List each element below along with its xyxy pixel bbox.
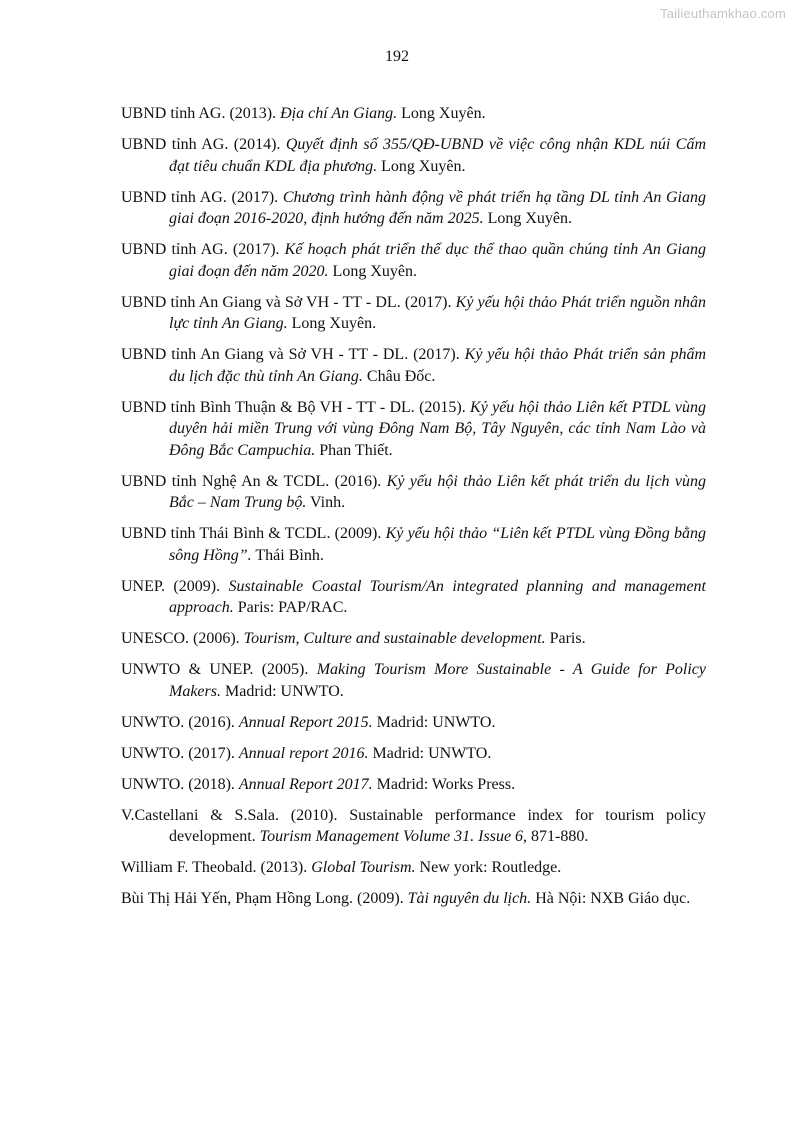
reference-title: Tourism, Culture and sustainable development. — [243, 630, 546, 647]
reference-entry — [121, 239, 706, 282]
reference-author-year: Bùi Thị Hải Yến, Phạm Hồng Long. (2009). — [121, 890, 408, 907]
reference-title: Sustainable Coastal Tourism/An integrated planning and management approach. — [169, 577, 707, 616]
reference-author-year: UNWTO. (2017). — [121, 744, 239, 762]
reference-publisher: Châu Đốc. — [362, 367, 436, 385]
reference-entry — [121, 471, 706, 514]
reference-title: Kế hoạch phát triển thể dục thể thao quần chúng tỉnh An Giang giai đoạn đến năm 2020. — [169, 241, 707, 280]
reference-author-year: UNWTO & UNEP. (2005). — [121, 661, 317, 678]
reference-publisher: Long Xuyên. — [397, 105, 486, 122]
reference-author-year: UBND tỉnh AG. (2014). — [121, 136, 286, 153]
reference-author-year: UBND tỉnh Thái Bình & TCDL. (2009). — [121, 525, 386, 542]
reference-entry — [121, 712, 706, 734]
reference-title: Địa chí An Giang. — [280, 105, 398, 122]
reference-publisher: Madrid: UNWTO. — [368, 744, 492, 762]
reference-entry — [121, 187, 706, 230]
reference-title: Kỷ yếu hội thảo Phát triển sản phẩm du lịch đặc thù tỉnh An Giang. — [169, 346, 706, 385]
reference-title: Annual Report 2015. — [238, 713, 373, 731]
reference-publisher: Long Xuyên. — [377, 157, 466, 175]
reference-title: Annual report 2016. — [238, 744, 369, 762]
reference-entry — [121, 292, 706, 335]
page-number: 192 — [385, 48, 409, 65]
reference-author-year: UNEP. (2009). — [121, 577, 229, 595]
reference-author-year: UNWTO. (2016). — [121, 713, 239, 731]
reference-publisher: Paris: PAP/RAC. — [233, 599, 348, 616]
reference-entry — [121, 888, 706, 910]
reference-title: Global Tourism. — [311, 859, 416, 876]
reference-title: Kỷ yếu hội thảo “Liên kết PTDL vùng Đồng bằng sông Hồng”. — [169, 525, 706, 564]
reference-entry — [121, 397, 706, 462]
reference-title: Annual Report 2017. — [238, 775, 373, 793]
reference-publisher: Long Xuyên. — [328, 262, 417, 280]
reference-author-year: UBND tỉnh AG. (2013). — [121, 105, 281, 122]
reference-publisher: Hà Nội: NXB Giáo dục. — [531, 890, 691, 907]
reference-entry — [121, 805, 706, 848]
reference-title: Kỷ yếu hội thảo Liên kết phát triển du lịch vùng Bắc – Nam Trung bộ. — [169, 472, 707, 511]
reference-entry — [121, 344, 706, 387]
reference-entry — [121, 774, 706, 796]
reference-entry — [121, 857, 706, 879]
reference-title: Kỷ yếu hội thảo Phát triển nguồn nhân lực tỉnh An Giang. — [169, 293, 707, 332]
reference-author-year: William F. Theobald. (2013). — [121, 859, 312, 876]
reference-author-year: UBND tỉnh An Giang và Sở VH - TT - DL. (2017). — [121, 293, 456, 311]
reference-publisher: Madrid: Works Press. — [372, 775, 516, 793]
reference-author-year: UBND tỉnh AG. (2017). — [121, 188, 283, 206]
reference-title: Chương trình hành động về phát triển hạ tầng DL tỉnh An Giang giai đoạn 2016-2020, định hướng đến năm 2025. — [169, 188, 707, 227]
reference-entry — [121, 628, 706, 650]
reference-author-year: UNESCO. (2006). — [121, 630, 244, 647]
reference-author-year: V.Castellani & S.Sala. (2010). Sustainable performance index for tourism policy development. — [121, 806, 706, 845]
reference-entry — [121, 103, 706, 125]
reference-publisher: New york: Routledge. — [415, 859, 562, 876]
reference-publisher: Long Xuyên. — [483, 210, 573, 227]
reference-list — [121, 103, 706, 919]
reference-publisher: Phan Thiết. — [315, 441, 393, 459]
reference-title: Quyết định số 355/QĐ-UBND về việc công nhận KDL núi Cấm đạt tiêu chuẩn KDL địa phương. — [169, 136, 706, 175]
reference-author-year: UBND tỉnh An Giang và Sở VH - TT - DL. (2017). — [121, 346, 465, 363]
reference-entry — [121, 659, 706, 702]
reference-publisher: Paris. — [545, 630, 586, 647]
watermark: Tailieuthamkhao.com — [660, 6, 786, 21]
reference-publisher: Madrid: UNWTO. — [220, 682, 344, 700]
reference-title: Tài nguyên du lịch. — [407, 890, 532, 907]
reference-title: Kỷ yếu hội thảo Liên kết PTDL vùng duyên hải miền Trung với vùng Đông Nam Bộ, Tây Nguyên, các tỉnh Nam Lào và Đông Bắc Campuchia. — [169, 398, 706, 459]
reference-title: Tourism Management Volume 31. Issue 6 — [259, 828, 524, 845]
reference-publisher: , 871-880. — [523, 828, 589, 845]
reference-entry — [121, 134, 706, 177]
reference-publisher: Madrid: UNWTO. — [372, 713, 496, 731]
reference-publisher: Thái Bình. — [251, 546, 324, 564]
reference-title: Making Tourism More Sustainable - A Guide for Policy Makers. — [169, 661, 706, 700]
reference-entry — [121, 743, 706, 765]
reference-publisher: Vinh. — [306, 494, 346, 511]
reference-author-year: UBND tỉnh AG. (2017). — [121, 241, 285, 258]
reference-author-year: UNWTO. (2018). — [121, 775, 239, 793]
reference-author-year: UBND tỉnh Bình Thuận & Bộ VH - TT - DL. (2015). — [121, 398, 471, 416]
reference-entry — [121, 576, 706, 619]
reference-author-year: UBND tỉnh Nghệ An & TCDL. (2016). — [121, 472, 387, 490]
reference-entry — [121, 523, 706, 566]
reference-publisher: Long Xuyên. — [287, 315, 377, 332]
